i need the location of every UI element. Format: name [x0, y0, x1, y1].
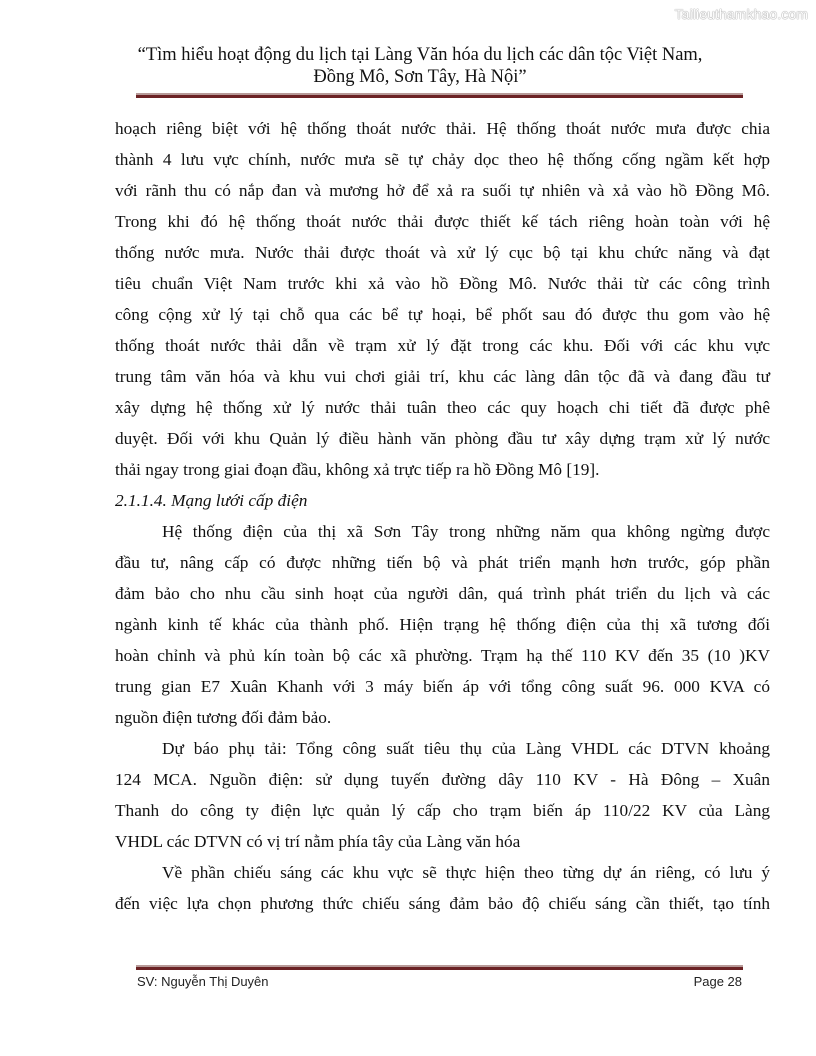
document-body: [115, 113, 770, 919]
text-line: thải ngay trong giai đoạn đầu, không xả trực tiếp ra hồ Đồng Mô [19].: [115, 460, 600, 479]
text-line: Dự báo phụ tải: Tổng công suất tiêu thụ của Làng VHDL các DTVN khoảng: [162, 739, 770, 758]
text-line: đầu tư, nâng cấp có được những tiến bộ và phát triển mạnh hơn trước, góp phần: [115, 553, 770, 572]
text-line: ngành kinh tế khác của thành phố. Hiện trạng hệ thống điện của thị xã tương đối: [115, 615, 770, 634]
text-line: thống nước mưa. Nước thải được thoát và xử lý cục bộ tại khu chức năng và đạt: [115, 243, 770, 262]
page-header: [100, 44, 740, 88]
paragraph-drainage: [115, 113, 770, 485]
text-line: Hệ thống điện của thị xã Sơn Tây trong những năm qua không ngừng được: [162, 522, 770, 541]
text-line: duyệt. Đối với khu Quản lý điều hành văn phòng đầu tư xây dựng trạm xử lý nước: [115, 429, 770, 448]
text-line: xây dựng hệ thống xử lý nước thải tuân theo các quy hoạch chi tiết đã được phê: [115, 398, 770, 417]
text-line: thống thoát nước thải dẫn về trạm xử lý đặt trong các khu. Đối với các khu vực: [115, 336, 770, 355]
text-line: với rãnh thu có nắp đan và mương hở để xả ra suối tự nhiên và xả vào hồ Đồng Mô.: [115, 181, 770, 200]
text-line: trung gian E7 Xuân Khanh với 3 máy biến áp với tổng công suất 96. 000 KVA có: [115, 677, 770, 696]
text-line: trung tâm văn hóa và khu vui chơi giải trí, khu các làng dân tộc đã và đang đầu tư: [115, 367, 770, 386]
text-line: 124 MCA. Nguồn điện: sử dụng tuyến đường dây 110 KV - Hà Đông – Xuân: [115, 770, 770, 789]
paragraph-load-forecast: [115, 733, 770, 857]
footer-divider: [136, 965, 743, 970]
footer-author: SV: Nguyễn Thị Duyên: [137, 974, 269, 989]
text-line: đảm bảo cho nhu cầu sinh hoạt của người dân, quá trình phát triển du lịch và các: [115, 584, 770, 603]
text-line: Về phần chiếu sáng các khu vực sẽ thực hiện theo từng dự án riêng, có lưu ý: [162, 863, 770, 882]
paragraph-power-network: [115, 516, 770, 733]
header-title-line2: Đồng Mô, Sơn Tây, Hà Nội”: [313, 67, 527, 87]
text-line: thành 4 lưu vực chính, nước mưa sẽ tự chảy dọc theo hệ thống cống ngầm kết hợp: [115, 150, 770, 169]
text-line: VHDL các DTVN có vị trí nằm phía tây của Làng văn hóa: [115, 832, 521, 851]
text-line: Thanh do công ty điện lực quản lý cấp cho trạm biến áp 110/22 KV của Làng: [115, 801, 770, 820]
header-divider: [136, 93, 743, 98]
text-line: hoàn chỉnh và phủ kín toàn bộ các xã phường. Trạm hạ thế 110 KV đến 35 (10 )KV: [115, 646, 770, 665]
footer-page-number: Page 28: [693, 974, 742, 989]
text-line: nguồn điện tương đối đảm bảo.: [115, 708, 332, 727]
text-line: hoạch riêng biệt với hệ thống thoát nước thải. Hệ thống thoát nước mưa được chia: [115, 119, 770, 138]
section-heading: 2.1.1.4. Mạng lưới cấp điện: [115, 491, 308, 510]
text-line: tiêu chuẩn Việt Nam trước khi xả vào hồ Đồng Mô. Nước thải từ các công trình: [115, 274, 770, 293]
text-line: công cộng xử lý tại chỗ qua các bể tự hoại, bể phốt sau đó được thu gom vào hệ: [115, 305, 770, 324]
text-line: đến việc lựa chọn phương thức chiếu sáng đảm bảo độ chiếu sáng cần thiết, tạo tính: [115, 894, 770, 913]
watermark: Tailieuthamkhao.com: [674, 6, 808, 22]
text-line: Trong khi đó hệ thống thoát nước thải được thiết kế tách riêng hoàn toàn với hệ: [115, 212, 770, 231]
header-title-line1: “Tìm hiểu hoạt động du lịch tại Làng Văn hóa du lịch các dân tộc Việt Nam,: [137, 45, 703, 65]
paragraph-lighting: [115, 857, 770, 919]
